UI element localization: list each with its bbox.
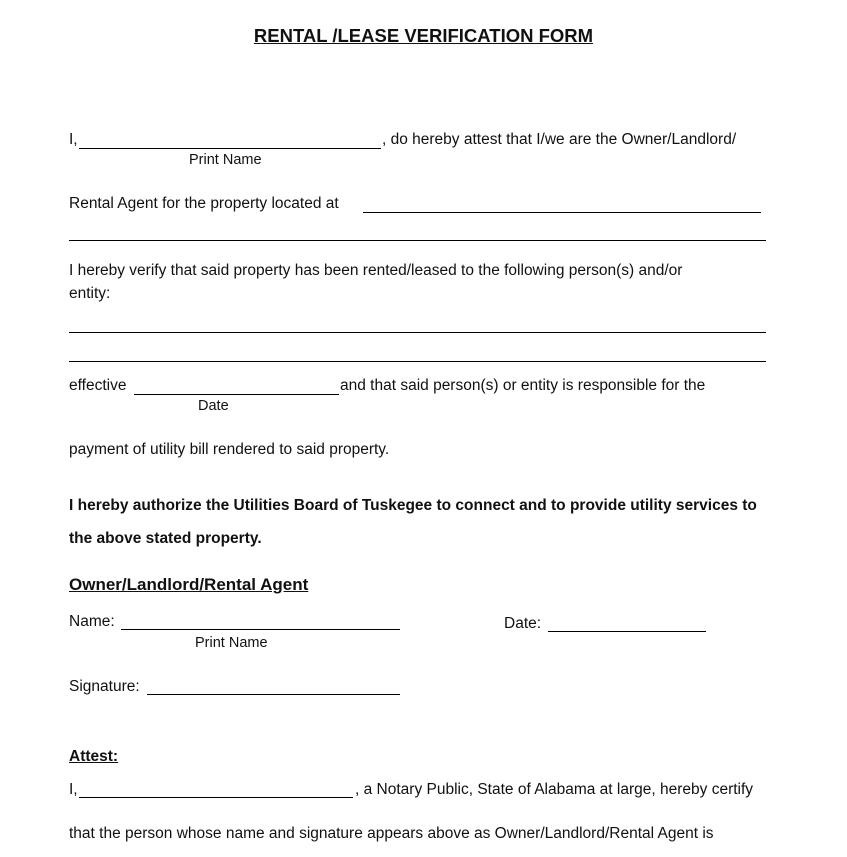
property-address-line-1[interactable] [363, 212, 761, 213]
verify-text-line1: I hereby verify that said property has been rented/leased to the following person(s) and/or [69, 262, 683, 279]
notary-statement: , a Notary Public, State of Alabama at large, hereby certify [355, 781, 754, 798]
responsibility-text: and that said person(s) or entity is responsible for the [340, 377, 706, 394]
notary-name-line[interactable] [79, 797, 353, 798]
name-label: Name: [69, 613, 115, 630]
owner-section-heading: Owner/Landlord/Rental Agent [69, 575, 309, 594]
authorization-line2: the above stated property. [69, 530, 262, 547]
signature-label: Signature: [69, 678, 140, 695]
utility-payment-text: payment of utility bill rendered to said property. [69, 441, 390, 458]
signature-field-line[interactable] [147, 694, 400, 695]
effective-date-line[interactable] [134, 394, 339, 395]
name-print-caption: Print Name [195, 635, 268, 651]
verify-text-line2: entity: [69, 285, 111, 302]
property-location-label: Rental Agent for the property located at [69, 195, 339, 212]
date-label: Date: [504, 615, 542, 632]
date-field-line[interactable] [548, 631, 706, 632]
tenant-line-1[interactable] [69, 332, 766, 333]
print-name-caption: Print Name [189, 152, 262, 168]
form-title: RENTAL /LEASE VERIFICATION FORM [253, 25, 594, 46]
tenant-line-2[interactable] [69, 361, 766, 362]
authorization-line1: I hereby authorize the Utilities Board of Tuskegee to connect and to provide utility services to [69, 497, 757, 514]
effective-label: effective [69, 377, 127, 394]
date-caption: Date [198, 398, 229, 414]
attest-prefix: I, [69, 131, 78, 148]
attest-statement: , do hereby attest that I/we are the Owner/Landlord/ [382, 131, 737, 148]
name-field-line[interactable] [121, 629, 400, 630]
attest-heading: Attest: [69, 748, 119, 765]
notary-certify-text: that the person whose name and signature appears above as Owner/Landlord/Rental Agent is [69, 825, 714, 842]
notary-prefix: I, [69, 781, 78, 798]
owner-name-line[interactable] [79, 148, 381, 149]
property-address-line-2[interactable] [69, 240, 766, 241]
